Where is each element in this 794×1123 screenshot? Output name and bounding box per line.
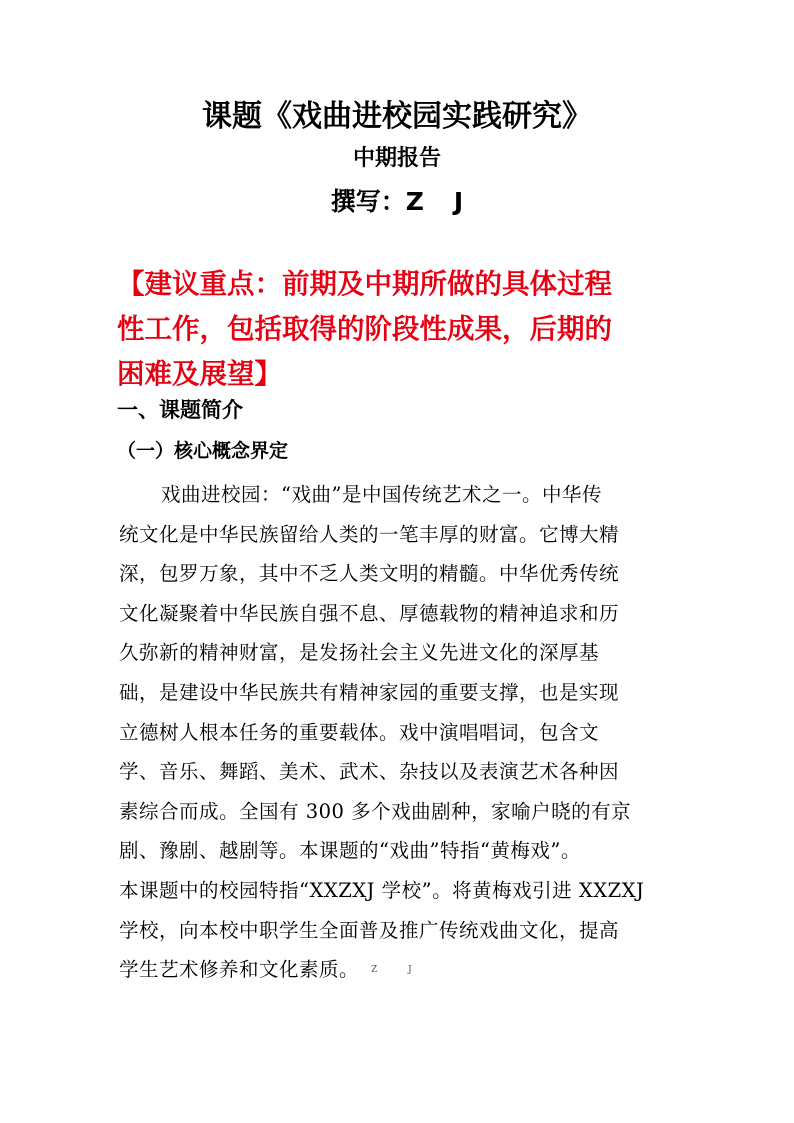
document-title: 课题《戏曲进校园实践研究》 xyxy=(202,99,592,134)
body-line: 文化凝聚着中华民族自强不息、厚德载物的精神追求和历 xyxy=(119,601,620,625)
body-line-text: 学生艺术修养和文化素质。 xyxy=(119,958,360,982)
body-line: 本课题中的校园特指“XXZXJ 学校”。将黄梅戏引进 XXZXJ xyxy=(119,878,645,902)
document-subtitle: 中期报告 xyxy=(352,146,441,171)
author-suffix: J xyxy=(453,187,464,216)
body-paragraph xyxy=(119,475,679,990)
body-line: 学校，向本校中职学生全面普及推广传统戏曲文化，提高 xyxy=(119,918,620,942)
body-line: 立德树人根本任务的重要载体。戏中演唱唱词，包含文 xyxy=(119,720,600,744)
body-line: 戏曲进校园：“戏曲”是中国传统艺术之一。中华传 xyxy=(161,483,602,506)
body-line-last xyxy=(119,950,679,990)
body-line: 统文化是中华民族留给人类的一笔丰厚的财富。它博大精 xyxy=(119,522,620,546)
footer-mark: Z J xyxy=(371,964,426,975)
body-line: 学、音乐、舞蹈、美术、武术、杂技以及表演艺术各种因 xyxy=(119,760,620,784)
highlight-note xyxy=(117,262,677,397)
highlight-line: 性工作，包括取得的阶段性成果，后期的 xyxy=(117,313,612,345)
body-line: 础，是建设中华民族共有精神家园的重要支撑，也是实现 xyxy=(119,680,620,704)
body-line: 剧、豫剧、越剧等。本课题的“戏曲”特指“黄梅戏”。 xyxy=(119,839,581,863)
body-line: 久弥新的精神财富，是发扬社会主义先进文化的深厚基 xyxy=(119,641,600,665)
highlight-line: 困难及展望】 xyxy=(117,358,282,390)
section-heading: 一、课题简介 xyxy=(117,398,243,422)
subsection-heading: （一）核心概念界定 xyxy=(117,440,289,462)
body-line: 素综合而成。全国有 300 多个戏曲剧种，家喻户晓的有京 xyxy=(119,799,632,823)
author-line xyxy=(0,184,794,220)
highlight-line: 【建议重点：前期及中期所做的具体过程 xyxy=(117,268,612,300)
author-label: 撰写：Z xyxy=(330,187,424,216)
body-line: 深，包罗万象，其中不乏人类文明的精髓。中华优秀传统 xyxy=(119,562,620,586)
